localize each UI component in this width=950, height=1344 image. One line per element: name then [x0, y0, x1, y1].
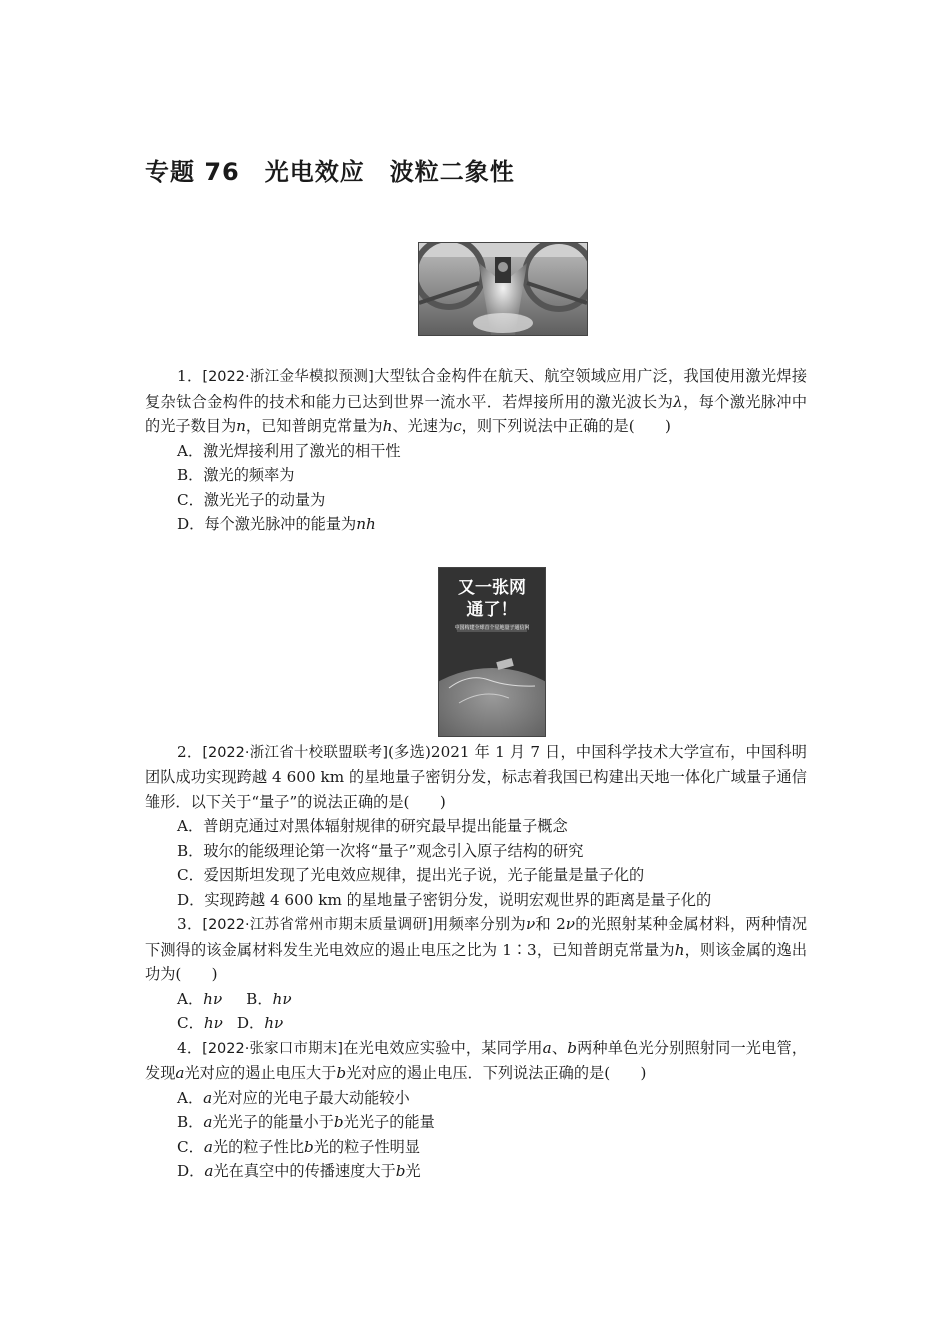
question-1-stem: [145, 364, 807, 439]
math-var: h: [382, 417, 393, 435]
option-label: D．: [236, 1014, 265, 1032]
welding-photo-image: [419, 243, 587, 335]
stem-text: ，每个激光脉冲中的光子数目为: [145, 392, 808, 435]
option-text: 光的粒子性明显: [313, 1137, 421, 1156]
math-var: c: [453, 417, 462, 435]
stem-text: 、: [551, 1038, 568, 1057]
poster-headline-1: 又一张网: [458, 578, 526, 598]
question-number: 4．: [177, 1038, 203, 1057]
welding-photo: [418, 242, 588, 336]
math-var: ν: [526, 915, 536, 933]
stem-text: ，则下列说法中正确的是( ): [461, 417, 671, 435]
math-var: a: [175, 1064, 185, 1082]
question-3-stem: [145, 912, 807, 987]
q1-option-d: [145, 512, 807, 537]
q2-option-a: A．普朗克通过对黑体辐射规律的研究最早提出能量子概念: [177, 817, 568, 835]
math-var: λ: [673, 392, 683, 411]
math-var: a: [204, 1162, 214, 1180]
option-text: 光对应的光电子最大动能较小: [212, 1088, 410, 1107]
question-number: 2．: [177, 742, 203, 761]
figure-spacer: [145, 537, 807, 740]
math-var: hν: [203, 989, 223, 1008]
stem-text: 用频率分别为: [432, 915, 526, 933]
poster-subtitle: 中国构建全球首个星地量子通信网: [454, 625, 530, 631]
q2-option-d: D．实现跨越 4 600 km 的星地量子密钥分发，说明宏观世界的距离是量子化的: [177, 890, 712, 909]
option-label: A．: [177, 989, 204, 1008]
question-source: [2022·江苏省常州市期末质量调研]: [202, 917, 433, 933]
math-var: n: [236, 417, 246, 435]
question-4-stem: [145, 1036, 807, 1086]
math-var: a: [542, 1038, 552, 1057]
q4-option-d: [145, 1159, 807, 1184]
stem-text: 在光电效应实验中，某同学用: [343, 1038, 543, 1057]
q2-option-b: B．玻尔的能级理论第一次将“量子”观念引入原子结构的研究: [177, 841, 584, 860]
math-var: hν: [203, 1014, 223, 1032]
q4-option-b: [145, 1110, 807, 1135]
q3-options-cd: [145, 1011, 807, 1036]
math-var: a: [203, 1088, 213, 1107]
math-var: nh: [356, 515, 376, 533]
math-var: b: [336, 1064, 347, 1082]
option-label: B．: [177, 1113, 204, 1131]
option-label: C．: [177, 1137, 204, 1156]
math-var: h: [674, 940, 685, 959]
stem-text: 的光照射某种金属材料，两种情况下测得的该金属材料发生光电效应的遏止电压之比为 1∶3，已知普朗克常量为: [145, 915, 808, 959]
math-var: hν: [272, 989, 292, 1008]
math-var: a: [203, 1113, 213, 1131]
math-var: b: [304, 1137, 314, 1156]
stem-text: 光对应的遏止电压大于: [184, 1064, 337, 1082]
poster-headline-2: 通了！: [466, 600, 518, 620]
math-var: b: [395, 1162, 406, 1180]
q1-option-b: B．激光的频率为: [177, 466, 295, 484]
stem-text: ，则该金属的逸出功为( ): [145, 940, 808, 983]
question-2-stem: [145, 740, 807, 815]
stem-text: 、光速为: [392, 417, 454, 435]
option-text: 光在真空中的传播速度大于: [213, 1162, 396, 1180]
q2-option-c: C．爱因斯坦发现了光电效应规律，提出光子说，光子能量是量子化的: [177, 866, 645, 884]
question-source: [2022·浙江省十校联盟联考]: [202, 744, 388, 761]
page-title: 专题 76 光电效应 波粒二象性: [145, 158, 515, 186]
question-number: 1．: [177, 367, 203, 385]
stem-text: 大型钛合金构件在航天、航空领域应用广泛，我国使用激光焊接复杂钛合金构件的技术和能力已达到世界一流水平．若焊接所用的激光波长为: [145, 367, 808, 411]
option-label: D．: [177, 1162, 205, 1180]
q1-option-a: A．激光焊接利用了激光的相干性: [177, 441, 401, 460]
option-text: D．每个激光脉冲的能量为: [177, 515, 357, 533]
q4-option-c: [145, 1135, 807, 1160]
option-label: B．: [246, 989, 273, 1008]
question-source: [2022·浙江金华模拟预测]: [202, 369, 374, 385]
option-label: C．: [177, 1014, 204, 1032]
stem-text: ，已知普朗克常量为: [245, 417, 383, 435]
math-var: hν: [264, 1014, 284, 1032]
stem-text: 和 2: [535, 915, 566, 933]
q1-option-c: C．激光光子的动量为: [177, 490, 326, 509]
option-text: 光光子的能量小于: [212, 1113, 334, 1131]
option-text: 光光子的能量: [343, 1113, 435, 1131]
stem-text: 光对应的遏止电压．下列说法正确的是( ): [346, 1064, 647, 1082]
math-var: ν: [565, 915, 575, 933]
stem-text: 两种单色光分别照射同一光电管，发现: [145, 1038, 808, 1082]
option-text: 光: [405, 1162, 421, 1180]
stem-text: (多选)2021 年 1 月 7 日，中国科学技术大学宣布，中国科明团队成功实现跨越 4 600 km 的星地量子密钥分发，标志着我国已构建出天地一体化广域量子通信雏形．以下关于“量子”的说法正确的是( ): [145, 742, 807, 811]
q3-options-ab: [145, 987, 807, 1012]
question-source: [2022·张家口市期末]: [202, 1040, 344, 1057]
math-var: a: [203, 1137, 213, 1156]
math-var: b: [333, 1113, 344, 1131]
question-list: [145, 364, 807, 1184]
question-number: 3．: [177, 915, 203, 933]
option-label: A．: [177, 1088, 204, 1107]
math-var: b: [567, 1038, 577, 1057]
q4-option-a: [145, 1086, 807, 1111]
option-text: 光的粒子性比: [212, 1137, 304, 1156]
